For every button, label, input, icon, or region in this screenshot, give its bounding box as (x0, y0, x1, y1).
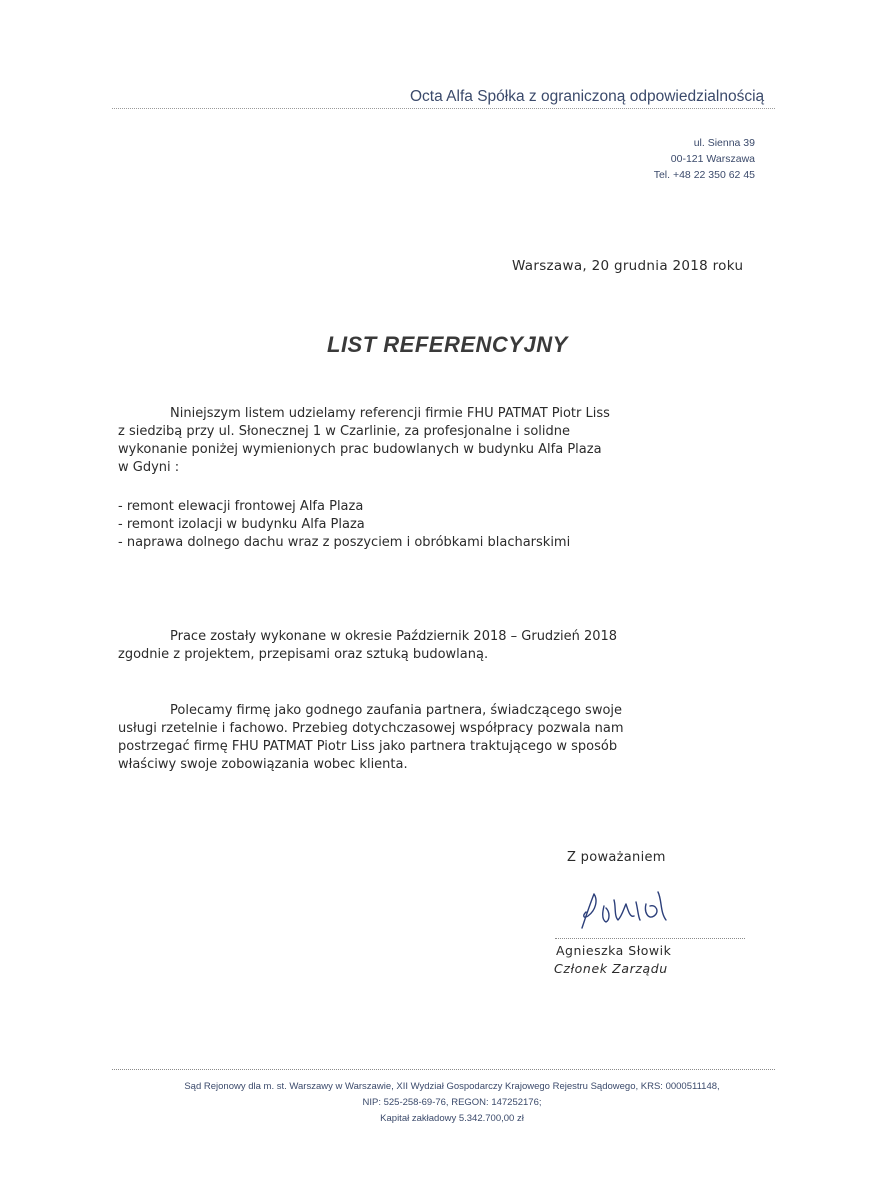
list-item: - naprawa dolnego dachu wraz z poszyciem i obróbkami blacharskimi (118, 535, 571, 550)
footer-line: Sąd Rejonowy dla m. st. Warszawy w Warszawie, XII Wydział Gospodarczy Krajowego Rejestru Sądowego, KRS: 0000511148, (184, 1081, 720, 1092)
paragraph-line: w Gdyni : (118, 460, 180, 475)
footer-divider (112, 1069, 775, 1070)
paragraph-line: postrzegać firmę FHU PATMAT Piotr Liss jako partnera traktującego w sposób (118, 739, 618, 754)
paragraph-line: usługi rzetelnie i fachowo. Przebieg dotychczasowej współpracy pozwala nam (118, 721, 624, 736)
letter-title: LIST REFERENCYJNY (327, 332, 568, 357)
list-item: - remont izolacji w budynku Alfa Plaza (118, 517, 365, 532)
company-name: Octa Alfa Spółka z ograniczoną odpowiedzialnością (410, 88, 765, 105)
address-street: ul. Sienna 39 (693, 137, 755, 149)
address-phone: Tel. +48 22 350 62 45 (653, 169, 755, 181)
footer-line: Kapitał zakładowy 5.342.700,00 zł (380, 1113, 524, 1124)
signer-name: Agnieszka Słowik (556, 943, 672, 958)
paragraph-line: właściwy swoje zobowiązania wobec klienta. (118, 757, 408, 772)
letter-date: Warszawa, 20 grudnia 2018 roku (512, 258, 744, 274)
signature-line (555, 938, 745, 939)
recommendation-paragraph (118, 702, 758, 774)
company-address (654, 135, 755, 183)
list-item: - remont elewacji frontowej Alfa Plaza (118, 499, 364, 514)
closing-salutation: Z poważaniem (567, 850, 666, 865)
handwritten-signature (576, 886, 676, 934)
intro-paragraph (118, 405, 758, 477)
paragraph-line: Niniejszym listem udzielamy referencji firmie FHU PATMAT Piotr Liss (170, 406, 610, 421)
address-city: 00-121 Warszawa (670, 153, 755, 165)
signer-role: Członek Zarządu (554, 961, 668, 976)
paragraph-line: z siedzibą przy ul. Słonecznej 1 w Czarlinie, za profesjonalne i solidne (118, 424, 571, 439)
period-paragraph (118, 628, 758, 664)
paragraph-line: Prace zostały wykonane w okresie Październik 2018 – Grudzień 2018 (170, 629, 618, 644)
footer-line: NIP: 525-258-69-76, REGON: 147252176; (362, 1097, 542, 1108)
paragraph-line: wykonanie poniżej wymienionych prac budowlanych w budynku Alfa Plaza (118, 442, 602, 457)
works-list (118, 498, 758, 552)
company-registry-footer (112, 1079, 792, 1127)
paragraph-line: zgodnie z projektem, przepisami oraz sztuką budowlaną. (118, 647, 489, 662)
header-divider (112, 108, 775, 109)
paragraph-line: Polecamy firmę jako godnego zaufania partnera, świadczącego swoje (170, 703, 623, 718)
